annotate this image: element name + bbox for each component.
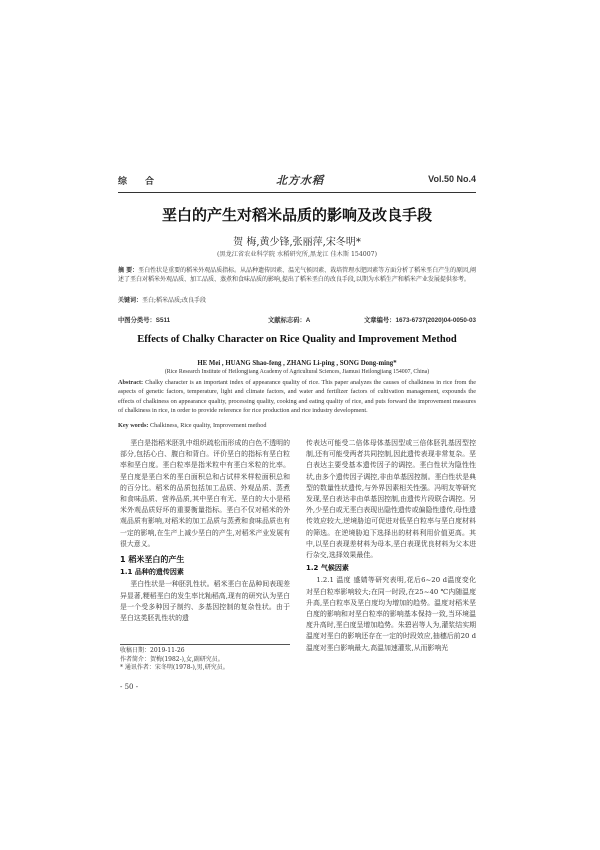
received-date: 收稿日期：2019-11-26 bbox=[120, 647, 185, 654]
paragraph-1-1: 垩白性状是一种胚乳性状。稻米垩白在品种间表现差异显著,粳稻垩白的发生率比籼稻高,现有的研究认为垩白是一个受多种因子制约、多基因控制的复杂性状。由于垩白这类胚乳性状的遗 bbox=[120, 580, 290, 623]
keywords-en bbox=[118, 422, 476, 429]
intro-paragraph: 垩白是指稻米胚乳中组织疏松而形成的白色不透明的部分,包括心白、腹白和背白。评价垩白的指标有垩白粒率和垩白度。垩白粒率是指米粒中有垩白米粒的比率。垩白度是垩白米的垩白面积总和占试样米样粒面积总和的百分比。稻米的品质包括加工品质、外观品质、蒸煮和食味品质、营养品质,其中垩白有无、垩白的大小是稻米外观品质好坏的重要衡量指标。垩白不仅对稻米的外观品质有影响,对稻米的加工品质与蒸煮和食味品质也有一定的影响,在生产上减少垩白的产生,对稻米产业发展有很大意义。 bbox=[120, 439, 290, 548]
document-code: 文献标志码：A bbox=[268, 317, 311, 324]
section-label: 综合 bbox=[118, 177, 173, 187]
article-title-en: Effects of Chalky Character on Rice Quality and Improvement Method bbox=[137, 334, 457, 345]
body-column-right bbox=[306, 438, 476, 654]
corresponding-author: * 通讯作者：宋冬明(1978-),男,研究员。 bbox=[120, 664, 229, 671]
authors-zh: 贺 梅,黄少锋,张丽萍,宋冬明* bbox=[233, 237, 361, 248]
keywords-zh-label: 关键词： bbox=[118, 297, 143, 304]
running-header bbox=[118, 172, 476, 193]
keywords-zh bbox=[118, 296, 476, 305]
abstract-zh bbox=[118, 266, 476, 284]
author-bio: 作者简介：贺梅(1982-),女,副研究员。 bbox=[120, 655, 224, 663]
abstract-en-text: Chalky character is an important index of appearance quality of rice. This paper analyzes the causes of chalkiness in rice from the aspects of genetic factors, temperature, light and climate factors, and water and fertilizer factors of cultivation management, expounds the effects of chalkiness on appearance quality, processing quality, cooking and eating quality of rice, and puts forward the improvement measures of chalkiness in rice, in order to provide reference for rice production and rice industry development. bbox=[118, 379, 476, 414]
footnote bbox=[120, 644, 290, 673]
abstract-en bbox=[118, 378, 476, 415]
section-heading-1-2: 1.2 气候因素 bbox=[306, 564, 349, 573]
abstract-zh-label: 摘 要： bbox=[118, 267, 139, 274]
abstract-zh-text: 垩白性状是重要的稻米外观品质指标。从品种遗传因素、温光气候因素、栽培管理水肥因素等方面分析了稻米垩白产生的原因,阐述了垩白对稻米外观品质、加工品质、蒸煮和食味品质的影响,提出了稻米垩白的改良手段,以期为水稻生产和稻米产业发展提供参考。 bbox=[118, 267, 477, 283]
affiliation-en: (Rice Research Institute of Heilongjiang Academy of Agricultural Sciences, Jiamusi Heilongjiang 154007, China) bbox=[164, 369, 430, 375]
article-title-zh: 垩白的产生对稻米品质的影响及改良手段 bbox=[161, 206, 432, 224]
page-number: - 50 - bbox=[120, 683, 139, 691]
authors-en: HE Mei , HUANG Shao-feng , ZHANG Li-ping , SONG Dong-ming* bbox=[197, 360, 397, 367]
affiliation-zh: (黑龙江省农业科学院 水稻研究所,黑龙江 佳木斯 154007) bbox=[216, 251, 378, 258]
keywords-zh-text: 垩白;稻米品质;改良手段 bbox=[142, 297, 207, 304]
keywords-en-label: Key words: bbox=[118, 422, 149, 429]
abstract-en-label: Abstract: bbox=[118, 379, 144, 386]
keywords-en-text: Chalkiness, Rice quality, Improvement method bbox=[149, 422, 267, 429]
article-number: 文章编号：1673-6737(2020)04-0050-03 bbox=[363, 317, 476, 324]
paragraph-1-2: 1.2.1 温度 盛婧等研究表明,花后6~20 d温度变化对垩白粒率影响较大;在同一时段,在25~40 ℃内随温度升高,垩白粒率及垩白度均为增加的趋势。温度对稻米垩白度的影响和对垩白粒率的影响基本保持一致,当环境温度升高时,垩白度呈增加趋势。朱碧岩等人为,灌浆结实期温度对垩白的影响还存在一定的时段效应,抽穗后前20 d温度对垩白影响最大,高温加速灌浆,从而影响光 bbox=[306, 576, 476, 652]
journal-logo: 北方水稻 bbox=[276, 174, 324, 187]
paragraph-continued: 传表达可能受二倍体母体基因型或三倍体胚乳基因型控制,还有可能受两者共同控制,因此遗传表现非常复杂。垩白表达主要受基本遗传因子的调控。垩白性状为隐性性状,由多个遗传因子调控,非由单基因控制。垩白性状是典型的数量性状遗传,与外界因素相关性强。冯明友等研究发现,垩白表达非由单基因控制,由遗传片段联合调控。另外,少垩白或无垩白表现出隐性遗传或偏隐性遗传,母性遗传效应较大,逆境胁迫可促进对低垩白粒率与垩白度材料的筛选。在逆境胁迫下选择出的材料利用价值更高。其中,以垩白表现差材料为母本,垩白表现优良材料为父本进行杂交,选择效果最佳。 bbox=[306, 439, 476, 560]
section-heading-1: 1 稻米垩白的产生 bbox=[120, 555, 185, 565]
volume-issue: Vol.50 No.4 bbox=[428, 174, 476, 184]
clc-number: 中图分类号：S511 bbox=[118, 317, 171, 324]
section-heading-1-1: 1.1 品种的遗传因素 bbox=[120, 568, 184, 577]
classification-line bbox=[118, 315, 476, 325]
body-column-left bbox=[120, 438, 290, 624]
